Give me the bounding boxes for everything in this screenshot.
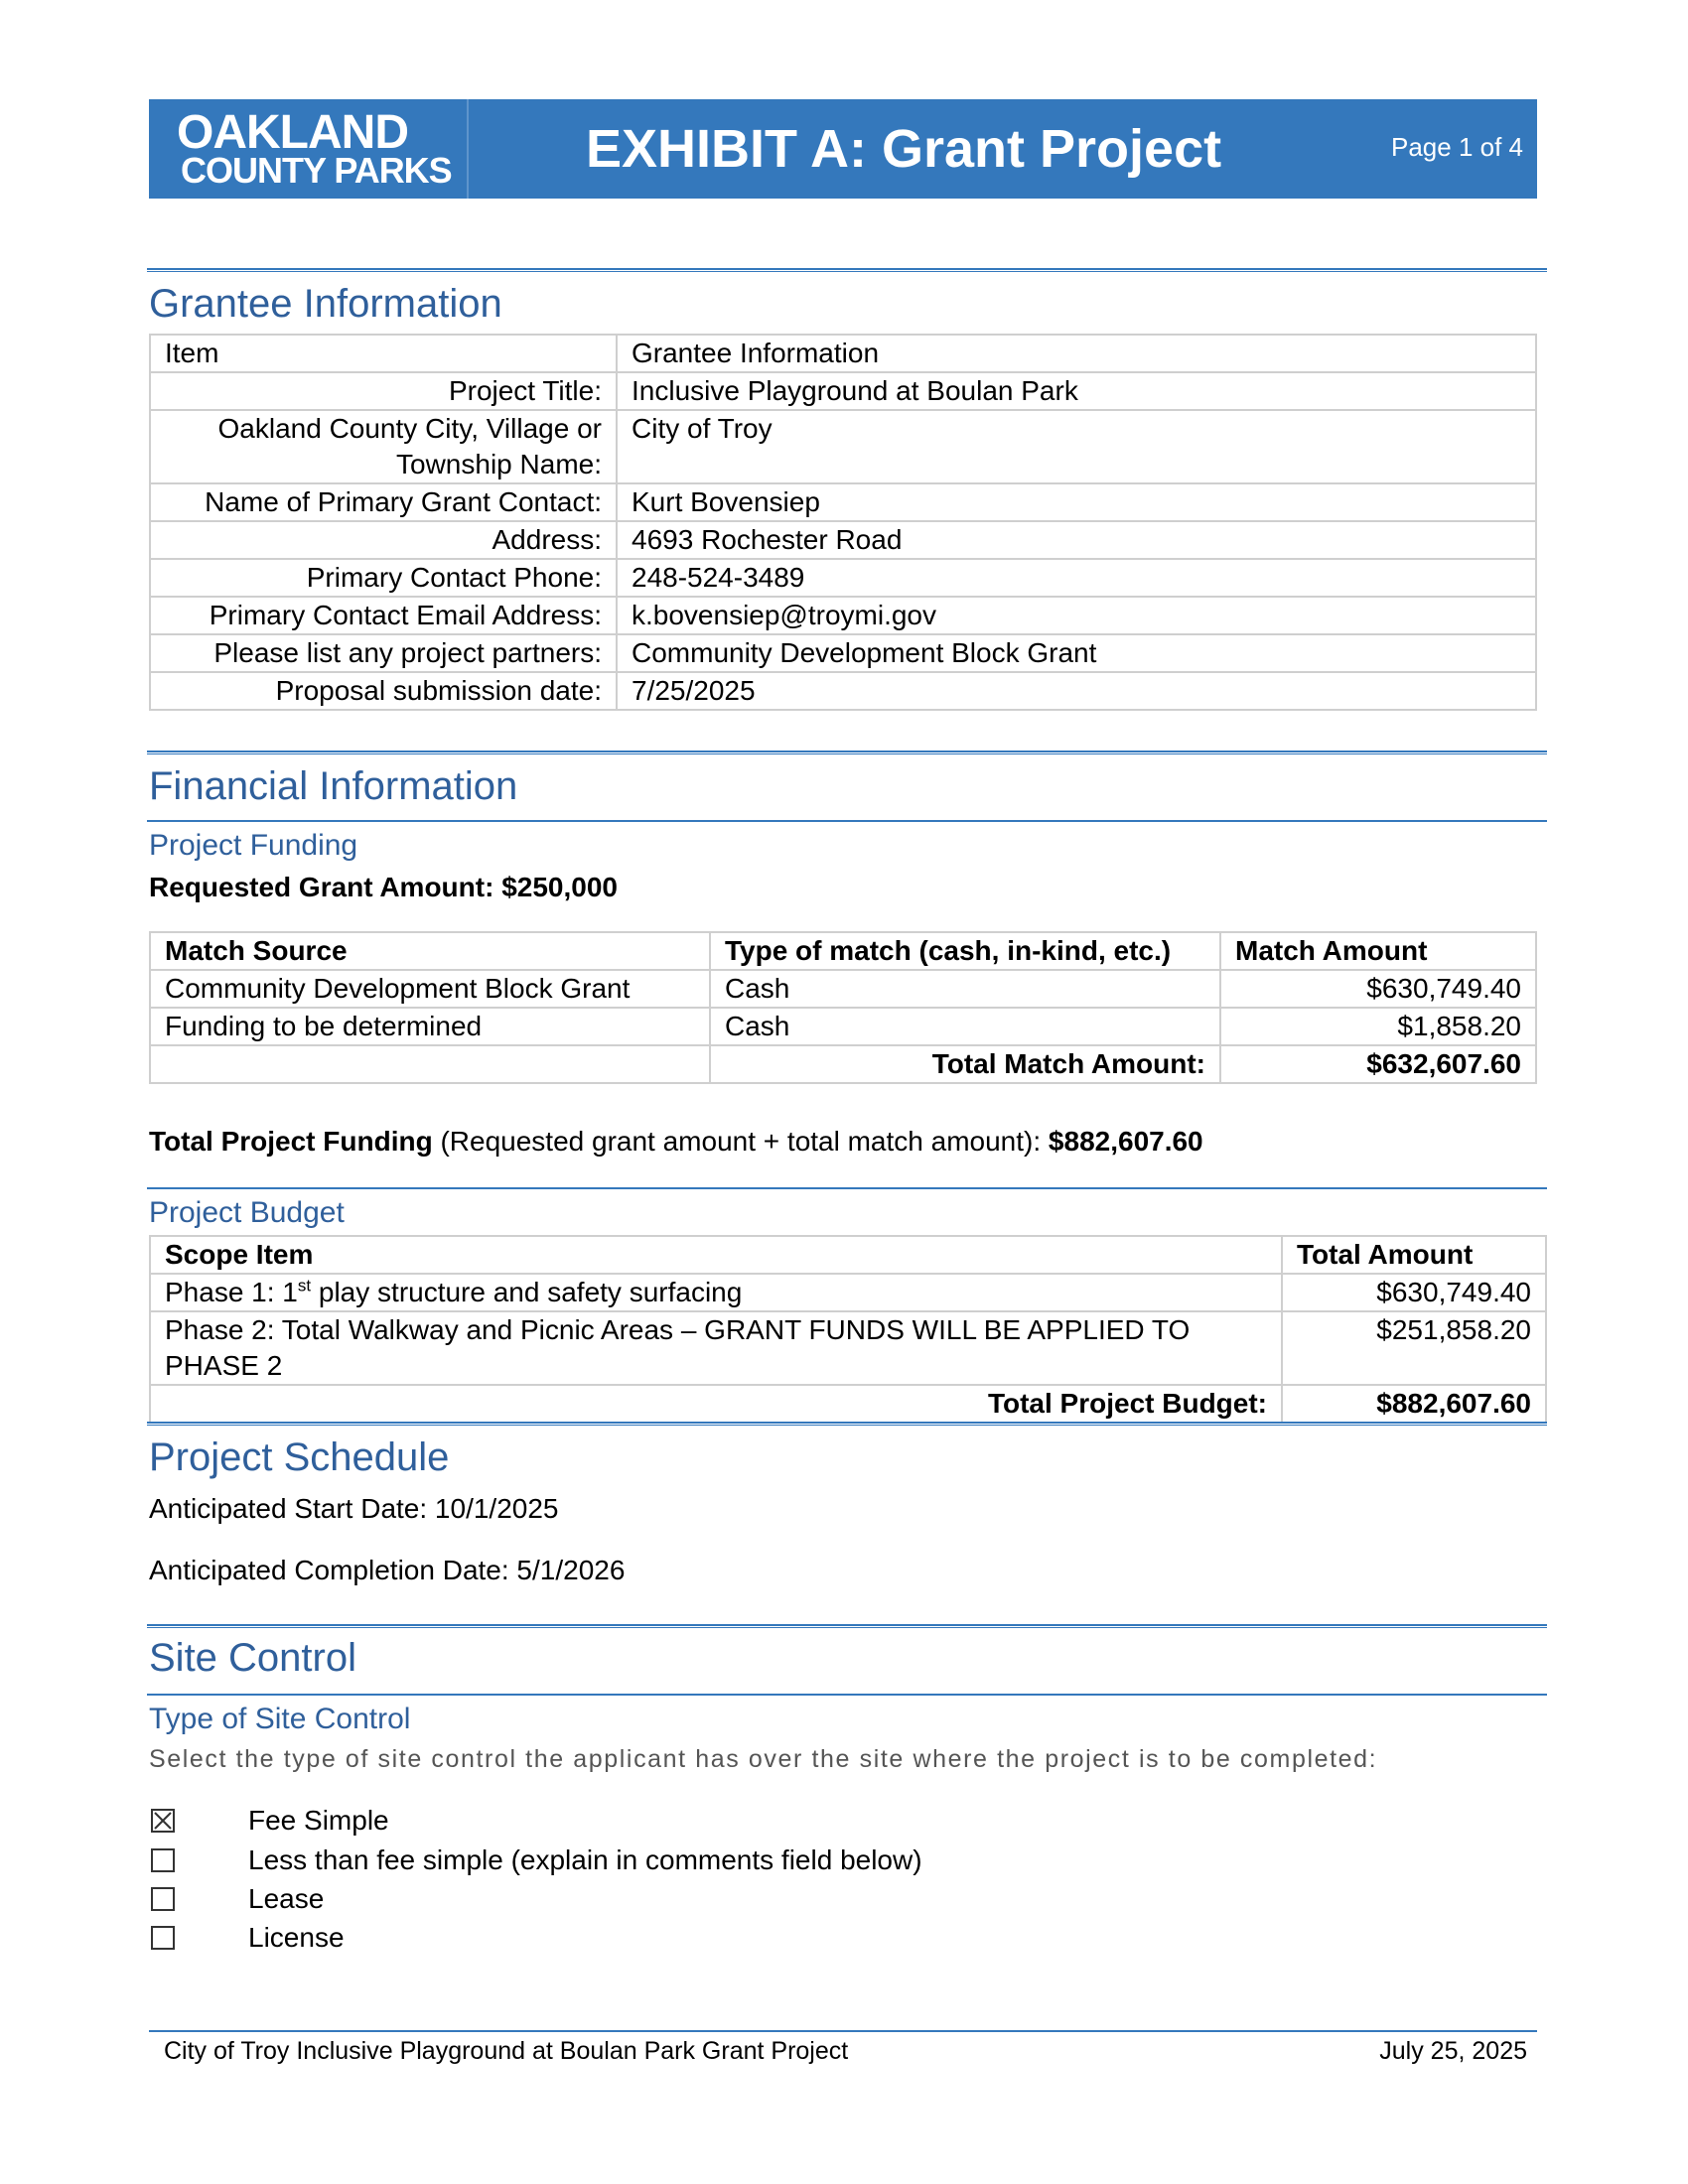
scope-item: Phase 2: Total Walkway and Picnic Areas – GRANT FUNDS WILL BE APPLIED TO PHASE 2 bbox=[150, 1311, 1282, 1385]
requested-label: Requested Grant Amount bbox=[149, 872, 486, 902]
section-title-site-control: Site Control bbox=[149, 1636, 356, 1680]
footer-project-name: City of Troy Inclusive Playground at Boulan Park Grant Project bbox=[164, 2037, 849, 2065]
budget-total-value: $882,607.60 bbox=[1282, 1385, 1546, 1423]
row-label: Name of Primary Grant Contact: bbox=[150, 483, 617, 521]
table-row bbox=[150, 970, 1536, 1008]
table-row bbox=[150, 597, 1536, 634]
match-type: Cash bbox=[710, 1008, 1220, 1045]
logo-line1: OAKLAND bbox=[177, 106, 408, 159]
scope-item: Phase 1: 1st play structure and safety surfacing bbox=[150, 1274, 1282, 1311]
row-label: Proposal submission date: bbox=[150, 672, 617, 710]
subsection-title-funding: Project Funding bbox=[149, 829, 358, 862]
option-label: Less than fee simple (explain in comments field below) bbox=[248, 1844, 922, 1875]
section-title-grantee: Grantee Information bbox=[149, 282, 502, 326]
header-item: Item bbox=[150, 335, 617, 372]
header-banner bbox=[149, 99, 1537, 199]
row-value: k.bovensiep@troymi.gov bbox=[617, 597, 1536, 634]
total-project-funding bbox=[149, 1124, 1203, 1160]
total-funding-value: $882,607.60 bbox=[1048, 1126, 1203, 1157]
row-value: Kurt Bovensiep bbox=[617, 483, 1536, 521]
subsection-divider bbox=[147, 1187, 1547, 1189]
row-value: 4693 Rochester Road bbox=[617, 521, 1536, 559]
match-total-value: $632,607.60 bbox=[1220, 1045, 1536, 1083]
table-header-row bbox=[150, 932, 1536, 970]
row-value: 7/25/2025 bbox=[617, 672, 1536, 710]
grantee-table bbox=[149, 334, 1537, 711]
anticipated-start-date: Anticipated Start Date: 10/1/2025 bbox=[149, 1493, 559, 1524]
requested-value: $250,000 bbox=[501, 872, 618, 902]
table-row bbox=[150, 1311, 1546, 1385]
logo-line2: COUNTY PARKS bbox=[181, 150, 452, 191]
row-value: Inclusive Playground at Boulan Park bbox=[617, 372, 1536, 410]
table-header-row bbox=[150, 1236, 1546, 1274]
match-source: Community Development Block Grant bbox=[150, 970, 710, 1008]
header-value: Grantee Information bbox=[617, 335, 1536, 372]
section-divider bbox=[147, 1422, 1547, 1426]
table-row bbox=[150, 1274, 1546, 1311]
scope-amount: $630,749.40 bbox=[1282, 1274, 1546, 1311]
subsection-divider bbox=[147, 820, 1547, 822]
table-row bbox=[150, 521, 1536, 559]
table-row bbox=[150, 483, 1536, 521]
match-amount: $1,858.20 bbox=[1220, 1008, 1536, 1045]
requested-grant-amount: Requested Grant Amount: $250,000 bbox=[149, 872, 618, 902]
match-total-label: Total Match Amount: bbox=[710, 1045, 1220, 1083]
checkbox-fee-simple[interactable] bbox=[151, 1809, 175, 1833]
subsection-title-budget: Project Budget bbox=[149, 1196, 345, 1229]
total-funding-note: (Requested grant amount + total match amount): bbox=[440, 1126, 1042, 1157]
row-label: Project Title: bbox=[150, 372, 617, 410]
table-row bbox=[150, 559, 1536, 597]
row-label: Please list any project partners: bbox=[150, 634, 617, 672]
checkbox-lease[interactable] bbox=[151, 1887, 175, 1911]
table-row bbox=[150, 1008, 1536, 1045]
table-row bbox=[150, 672, 1536, 710]
table-row bbox=[150, 372, 1536, 410]
table-row bbox=[150, 410, 1536, 483]
oakland-county-parks-logo bbox=[149, 99, 469, 199]
footer-date: July 25, 2025 bbox=[1379, 2037, 1527, 2065]
section-divider bbox=[147, 1624, 1547, 1628]
total-funding-label: Total Project Funding bbox=[149, 1126, 433, 1157]
checkbox-license[interactable] bbox=[151, 1926, 175, 1950]
match-type: Cash bbox=[710, 970, 1220, 1008]
option-label: License bbox=[248, 1922, 345, 1953]
row-value: 248-524-3489 bbox=[617, 559, 1536, 597]
empty-cell bbox=[150, 1045, 710, 1083]
row-label: Oakland County City, Village or Township Name: bbox=[150, 410, 617, 483]
subsection-divider bbox=[147, 1694, 1547, 1696]
table-total-row bbox=[150, 1045, 1536, 1083]
row-label: Address: bbox=[150, 521, 617, 559]
footer-divider bbox=[149, 2030, 1537, 2032]
header-scope-item: Scope Item bbox=[150, 1236, 1282, 1274]
budget-total-label: Total Project Budget: bbox=[150, 1385, 1282, 1423]
row-label: Primary Contact Phone: bbox=[150, 559, 617, 597]
option-label: Lease bbox=[248, 1883, 325, 1914]
document-title: EXHIBIT A: Grant Project bbox=[586, 119, 1222, 179]
scope-amount: $251,858.20 bbox=[1282, 1311, 1546, 1385]
anticipated-completion-date: Anticipated Completion Date: 5/1/2026 bbox=[149, 1555, 626, 1585]
subsection-title-site-control-type: Type of Site Control bbox=[149, 1703, 411, 1735]
budget-table bbox=[149, 1235, 1547, 1424]
header-match-amount: Match Amount bbox=[1220, 932, 1536, 970]
option-label: Fee Simple bbox=[248, 1805, 389, 1836]
checkbox-less-than-fee-simple[interactable] bbox=[151, 1848, 175, 1872]
page-number: Page 1 of 4 bbox=[1391, 132, 1523, 162]
section-title-schedule: Project Schedule bbox=[149, 1435, 450, 1479]
row-value: City of Troy bbox=[617, 410, 1536, 483]
table-total-row bbox=[150, 1385, 1546, 1423]
match-table bbox=[149, 931, 1537, 1084]
check-x-icon bbox=[153, 1811, 173, 1831]
header-total-amount: Total Amount bbox=[1282, 1236, 1546, 1274]
section-divider bbox=[147, 268, 1547, 272]
section-divider bbox=[147, 751, 1547, 754]
table-row bbox=[150, 634, 1536, 672]
header-match-source: Match Source bbox=[150, 932, 710, 970]
row-label: Primary Contact Email Address: bbox=[150, 597, 617, 634]
header-match-type: Type of match (cash, in-kind, etc.) bbox=[710, 932, 1220, 970]
match-source: Funding to be determined bbox=[150, 1008, 710, 1045]
match-amount: $630,749.40 bbox=[1220, 970, 1536, 1008]
table-header-row bbox=[150, 335, 1536, 372]
section-title-financial: Financial Information bbox=[149, 764, 518, 808]
row-value: Community Development Block Grant bbox=[617, 634, 1536, 672]
site-control-instruction: Select the type of site control the applicant has over the site where the project is to be completed: bbox=[149, 1745, 1378, 1773]
